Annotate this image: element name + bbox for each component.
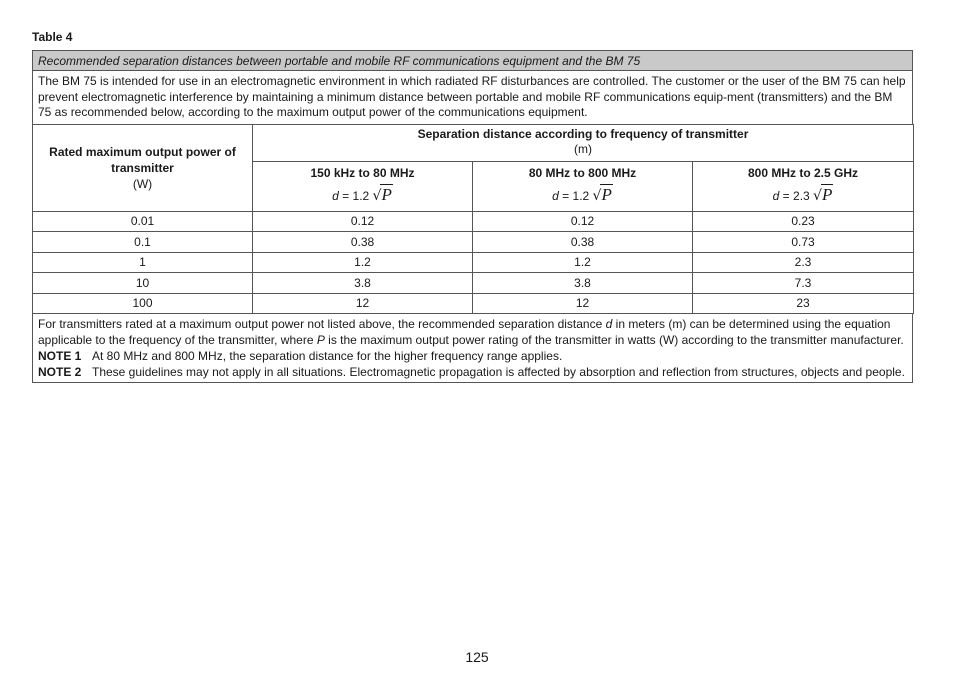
formula-d: d — [332, 188, 339, 203]
table-cell: 1.2 — [253, 252, 473, 273]
table-cell: 100 — [33, 293, 253, 314]
table-cell: 2.3 — [693, 252, 914, 273]
table-cell: 0.23 — [693, 211, 914, 232]
table-cell: 0.38 — [253, 232, 473, 253]
footnote-paragraph — [38, 316, 907, 348]
formula-p: P — [821, 184, 833, 204]
formula-eq: = — [779, 188, 794, 203]
band-formula — [473, 184, 692, 204]
note-text: At 80 MHz and 800 MHz, the separation distance for the higher frequency range applies. — [92, 349, 563, 363]
footnote-var-d: d — [605, 317, 613, 331]
separation-header — [253, 124, 914, 161]
footnotes — [32, 314, 913, 383]
table-cell: 3.8 — [473, 273, 693, 294]
sqrt-icon: √ — [592, 187, 602, 204]
note-1 — [38, 348, 907, 364]
sqrt-icon: √ — [372, 187, 382, 204]
rated-power-title: Rated maximum output power of transmitter — [49, 144, 236, 175]
table-cell: 1 — [33, 252, 253, 273]
band-label: 80 MHz to 800 MHz — [528, 165, 637, 180]
table-cell: 0.12 — [473, 211, 693, 232]
formula-coef: 2.3 — [793, 188, 810, 203]
table-cell: 0.01 — [33, 211, 253, 232]
table-cell: 0.1 — [33, 232, 253, 253]
band-formula — [253, 184, 472, 204]
table-cell: 7.3 — [693, 273, 914, 294]
formula-eq: = — [558, 188, 573, 203]
formula-p: P — [601, 184, 612, 204]
note-label: NOTE 2 — [38, 365, 82, 379]
formula-d: d — [552, 188, 559, 203]
table-cell: 10 — [33, 273, 253, 294]
intro-paragraph: The BM 75 is intended for use in an electromagnetic environment in which radiated RF disturbances are controlled. The customer or the user of the BM 75 can help prevent electromagnetic interference by maintaining a minimum distance between portable and mobile RF communications equip-ment (transmitters) and the BM 75 as recommended below, according to the maximum output power of the communications equipment. — [32, 70, 913, 124]
footnote-text: For transmitters rated at a maximum output power not listed above, the recommended separation distance — [38, 317, 606, 331]
rated-power-header — [33, 124, 253, 211]
page-number: 125 — [465, 649, 489, 665]
table-row — [33, 211, 914, 232]
table-row — [33, 273, 914, 294]
formula-eq: = — [338, 188, 353, 203]
table-cell: 12 — [253, 293, 473, 314]
band-label: 150 kHz to 80 MHz — [310, 165, 415, 180]
sqrt-icon: √ — [813, 187, 822, 204]
table-cell: 0.38 — [473, 232, 693, 253]
band-formula — [693, 184, 913, 204]
band-header-1 — [253, 161, 473, 211]
separation-unit: (m) — [574, 141, 592, 156]
band-header-2 — [473, 161, 693, 211]
formula-coef: 1.2 — [352, 188, 370, 203]
band-header-3 — [693, 161, 914, 211]
table-cell: 23 — [693, 293, 914, 314]
formula-d: d — [772, 188, 780, 203]
band-label: 800 MHz to 2.5 GHz — [747, 165, 859, 180]
table-label: Table 4 — [32, 30, 73, 44]
footnote-var-p: P — [316, 333, 325, 347]
table-cell: 0.73 — [693, 232, 914, 253]
footnote-text: is the maximum output power rating of the transmitter in watts (W) according to the transmitter manufacturer. — [324, 333, 904, 347]
table-cell: 1.2 — [473, 252, 693, 273]
footnote-text: in meters (m) can be determined using the equation applicable to the frequency of the transmitter, where — [38, 317, 891, 347]
rated-power-unit: (W) — [132, 176, 153, 191]
note-2 — [38, 364, 907, 380]
formula-p: P — [381, 184, 392, 204]
table-cell: 0.12 — [253, 211, 473, 232]
table-title-banner: Recommended separation distances between portable and mobile RF communications equipment and the BM 75 — [32, 50, 913, 70]
note-text: These guidelines may not apply in all situations. Electromagnetic propagation is affected by absorption and reflection from structures, objects and people. — [92, 365, 905, 379]
separation-title: Separation distance according to frequency of transmitter — [417, 126, 749, 141]
table-row — [33, 232, 914, 253]
formula-coef: 1.2 — [572, 188, 590, 203]
emc-table — [32, 50, 913, 383]
table-cell: 12 — [473, 293, 693, 314]
separation-distance-table — [32, 124, 914, 315]
table-row — [33, 252, 914, 273]
table-row — [33, 293, 914, 314]
table-cell: 3.8 — [253, 273, 473, 294]
note-label: NOTE 1 — [38, 349, 82, 363]
